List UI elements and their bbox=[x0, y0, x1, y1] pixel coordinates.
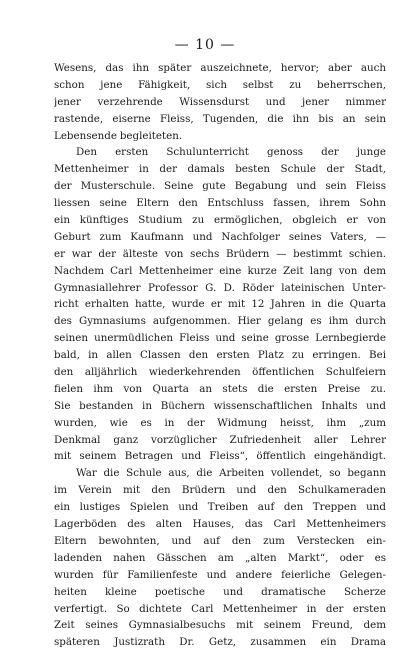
text-line: wurden, wie es in der Widmung heisst, ihm „zum bbox=[54, 416, 386, 429]
text-line: rastende, eiserne Fleiss, Tugenden, die ihn bis an sein bbox=[54, 112, 386, 125]
text-line: Lebensende begleiteten. bbox=[54, 129, 183, 142]
text-line: den alljährlich wiederkehrenden öffentlichen Schulfeiern bbox=[54, 366, 386, 379]
text-line: wurden für Familienfeste und andere feierliche Gelegen- bbox=[54, 568, 386, 581]
text-line: seinen unermüdlichen Fleiss und seine grosse Lernbegierde bbox=[54, 332, 386, 345]
text-line: mit seinem Betragen und Fleiss“, öffentlich eingehändigt. bbox=[54, 450, 386, 463]
text-line: Mettenheimer in der damals besten Schule der Stadt, bbox=[54, 163, 386, 176]
text-line: Sie bestanden in Büchern wissenschaftlichen Inhalts und bbox=[54, 399, 386, 412]
text-line: liessen seine Eltern den Entschluss fassen, ihrem Sohn bbox=[54, 197, 386, 210]
body-text bbox=[54, 60, 386, 651]
text-line: er war der älteste von sechs Brüdern — bestimmt schien. bbox=[54, 247, 386, 260]
paragraph-start-line: Den ersten Schulunterricht genoss der junge bbox=[76, 146, 386, 159]
text-line: ladenden nahen Gässchen am „alten Markt“, oder es bbox=[54, 551, 386, 564]
text-line: des Gymnasiums aufgenommen. Hier gelang es ihm durch bbox=[54, 315, 386, 328]
text-line: Lagerböden des alten Hauses, das Carl Mettenheimers bbox=[54, 518, 386, 531]
text-line: Nachdem Carl Mettenheimer eine kurze Zeit lang von dem bbox=[54, 264, 386, 277]
text-line: richt erhalten hatte, wurde er mit 12 Jahren in die Quarta bbox=[54, 298, 386, 311]
text-line: der Musterschule. Seine gute Begabung und sein Fleiss bbox=[54, 180, 386, 193]
text-line: späteren Justizrath Dr. Getz, zusammen ein Drama bbox=[54, 636, 386, 649]
text-line: ein künftiges Studium zu ermöglichen, obgleich er von bbox=[54, 214, 386, 227]
page-number: — 10 — bbox=[174, 37, 236, 53]
text-line: jener verzehrende Wissensdurst und jener nimmer bbox=[54, 95, 386, 108]
text-line: fielen ihm von Quarta an stets die ersten Preise zu. bbox=[54, 382, 386, 395]
text-line: Eltern bewohnten, und auf den zum Verstecken ein- bbox=[54, 534, 386, 547]
text-line: ein lustiges Spielen und Treiben auf den Treppen und bbox=[54, 501, 386, 514]
text-line: Wesens, das ihn später auszeichnete, hervor; aber auch bbox=[54, 62, 386, 74]
text-line: Denkmal ganz vorzüglicher Zufriedenheit aller Lehrer bbox=[54, 433, 386, 446]
text-line: Zeit seines Gymnasialbesuchs mit seinem Freund, dem bbox=[54, 619, 386, 632]
text-line: heiten kleine poetische und dramatische Scherze bbox=[54, 585, 386, 598]
text-line: verfertigt. So dichtete Carl Mettenheimer in der ersten bbox=[54, 602, 386, 615]
text-line: im Verein mit den Brüdern und den Schulkameraden bbox=[54, 484, 386, 497]
text-line: Gymnasiallehrer Professor G. D. Röder lateinischen Unter- bbox=[54, 281, 386, 294]
text-line: Geburt zum Kaufmann und Nachfolger seines Vaters, — bbox=[54, 230, 386, 243]
text-line: bald, in allen Classen den ersten Platz zu erringen. Bei bbox=[54, 349, 386, 362]
paragraph-start-line: War die Schule aus, die Arbeiten vollendet, so begann bbox=[76, 467, 386, 480]
text-line: schon jene Fähigkeit, sich selbst zu beherrschen, bbox=[54, 78, 386, 91]
